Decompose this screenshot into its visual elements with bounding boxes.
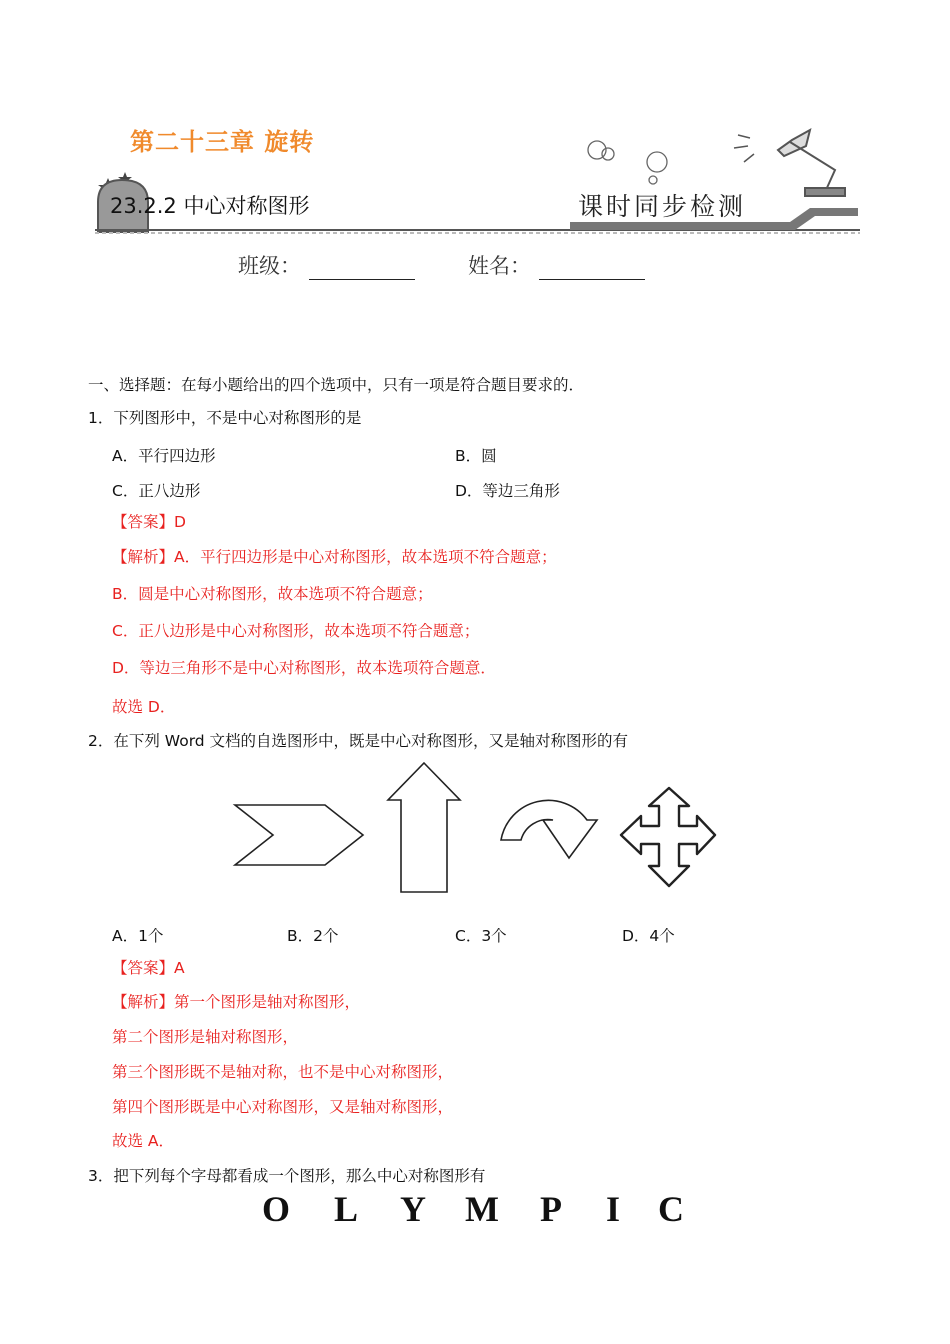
q1-option-d: D．等边三角形 (455, 482, 560, 500)
class-field (238, 250, 415, 280)
q2-option-c: C．3个 (455, 927, 507, 945)
q1-option-a: A．平行四边形 (112, 447, 216, 465)
q2-answer (112, 958, 185, 978)
four-way-arrow-icon (621, 788, 715, 886)
q1-analysis-line: B．圆是中心对称图形，故本选项不符合题意； (112, 585, 433, 603)
letter-p: P (540, 1189, 562, 1229)
q1-analysis-line: 故选 D． (112, 698, 176, 716)
letter-c: C (658, 1189, 684, 1229)
q1-option-c: C．正八边形 (112, 482, 201, 500)
q2-analysis-text: 第一个图形是轴对称图形， (174, 993, 361, 1011)
q1-analysis-line: D．等边三角形不是中心对称图形，故本选项符合题意． (112, 659, 496, 677)
q1-answer (112, 512, 186, 532)
chapter-title: 第二十三章 旋转 (130, 128, 315, 156)
q1-analysis-line (112, 547, 557, 567)
q3-stem: 3．把下列每个字母都看成一个图形，那么中心对称图形有 (88, 1167, 486, 1185)
name-field (468, 250, 645, 280)
answer-value: D (174, 513, 186, 531)
answer-tag: 【答案】 (112, 513, 175, 531)
q2-analysis-line (112, 992, 360, 1012)
letter-y: Y (400, 1189, 426, 1229)
letter-m: M (465, 1189, 499, 1229)
letter-l: L (334, 1189, 359, 1229)
q2-shapes (225, 758, 725, 898)
q2-analysis-line: 第三个图形既不是轴对称，也不是中心对称图形， (112, 1063, 454, 1081)
name-blank[interactable] (539, 257, 645, 280)
header-decoration (90, 110, 870, 240)
q2-option-b: B．2个 (287, 927, 339, 945)
answer-value: A (174, 959, 185, 977)
q2-analysis-line: 第四个图形既是中心对称图形，又是轴对称图形， (112, 1098, 454, 1116)
subtitle: 课时同步检测 (578, 192, 747, 221)
q1-option-b: B．圆 (455, 447, 497, 465)
answer-tag: 【答案】 (112, 959, 175, 977)
section-title: 23.2.2 中心对称图形 (110, 194, 310, 218)
q2-option-d: D．4个 (622, 927, 675, 945)
q1-analysis-line: C．正八边形是中心对称图形，故本选项不符合题意； (112, 622, 480, 640)
analysis-tag: 【解析】 (112, 548, 175, 566)
lamp-icon (734, 130, 845, 196)
bubble-icon (649, 176, 657, 184)
q2-option-a: A．1个 (112, 927, 164, 945)
q2-analysis-line: 第二个图形是轴对称图形， (112, 1028, 299, 1046)
q1-analysis-text: A．平行四边形是中心对称图形，故本选项不符合题意； (174, 548, 557, 566)
letter-i: I (606, 1189, 621, 1229)
bubble-icon (602, 148, 614, 160)
up-arrow-icon (388, 763, 460, 892)
bubble-icon (647, 152, 667, 172)
q1-stem: 1．下列图形中，不是中心对称图形的是 (88, 409, 362, 427)
analysis-tag: 【解析】 (112, 993, 175, 1011)
class-blank[interactable] (309, 257, 415, 280)
q2-stem: 2．在下列 Word 文档的自选图形中，既是中心对称图形，又是轴对称图形的有 (88, 732, 629, 750)
chevron-arrow-icon (235, 805, 363, 865)
q2-analysis-line: 故选 A． (112, 1132, 175, 1150)
curved-arrow-icon (501, 800, 597, 858)
class-label: 班级： (238, 254, 301, 278)
letter-o: O (262, 1189, 291, 1229)
part-one-instruction: 一、选择题：在每小题给出的四个选项中，只有一项是符合题目要求的． (88, 376, 585, 394)
name-label: 姓名： (468, 254, 531, 278)
